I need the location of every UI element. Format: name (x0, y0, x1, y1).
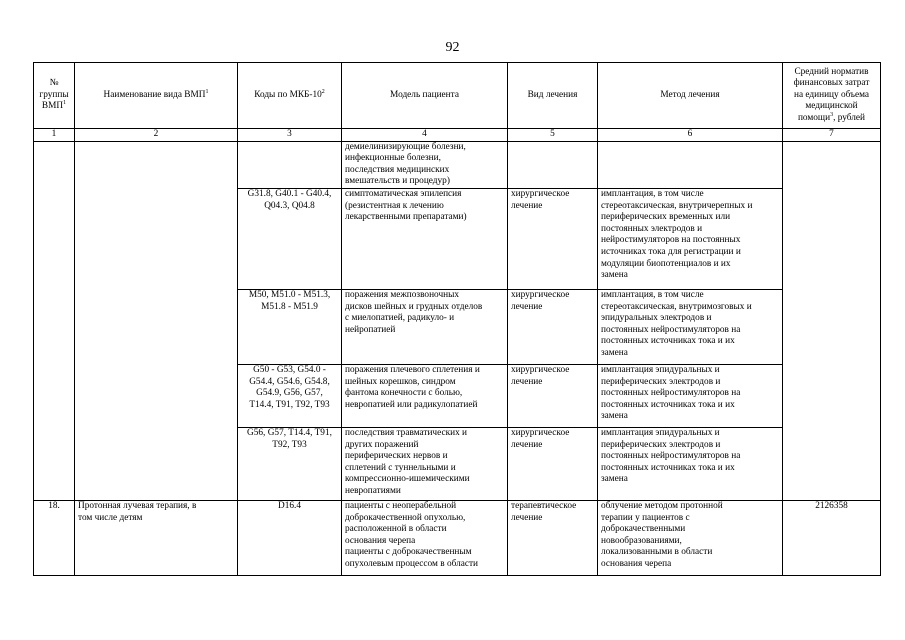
icd-codes-cell: M50, M51.0 - M51.3, M51.8 - M51.9 (238, 289, 342, 364)
column-number: 1 (34, 129, 75, 142)
patient-model-cell: пациенты с неоперабельной доброкачественной опухолью, расположенной в области основания черепа пациенты с доброкачественным опухолевым процессом в области (342, 500, 508, 575)
column-number: 3 (238, 129, 342, 142)
treatment-type-cell: хирургическое лечение (508, 364, 598, 427)
header-icd-codes: Коды по МКБ-$10^2$ (238, 63, 342, 129)
header-cost: Средний норматив финансовых затрат на единицу объема медицинской помощи$^3$, рублей (783, 63, 881, 129)
cost-cell (783, 141, 881, 500)
icd-codes-cell: G56, G57, T14.4, T91, T92, T93 (238, 427, 342, 500)
table-row (34, 141, 881, 188)
header-treatment-type: Вид лечения (508, 63, 598, 129)
table-row-group-18 (34, 500, 881, 575)
treatment-method-cell: облучение методом протонной терапии у пациентов с доброкачественными новообразованиями, локализованными в области основания черепа (598, 500, 783, 575)
column-number: 6 (598, 129, 783, 142)
vmp-name-cell: Протонная лучевая терапия, в том числе детям (75, 500, 238, 575)
patient-model-cell: последствия травматических и других поражений периферических нервов и сплетений с туннельными и компрессионно-ишемическими невропатиями (342, 427, 508, 500)
treatment-type-cell: хирургическое лечение (508, 289, 598, 364)
patient-model-cell: поражения межпозвоночных дисков шейных и грудных отделов с миелопатией, радикуло- и нейропатией (342, 289, 508, 364)
treatment-type-cell: терапевтическое лечение (508, 500, 598, 575)
column-number: 7 (783, 129, 881, 142)
patient-model-cell: симптоматическая эпилепсия (резистентная к лечению лекарственными препаратами) (342, 188, 508, 289)
treatment-method-cell: имплантация эпидуральных и периферических электродов и постоянных нейростимуляторов на постоянных источниках тока и их замена (598, 427, 783, 500)
column-number: 5 (508, 129, 598, 142)
header-patient-model: Модель пациента (342, 63, 508, 129)
treatment-method-cell: имплантация эпидуральных и периферических электродов и постоянных нейростимуляторов на постоянных источниках тока и их замена (598, 364, 783, 427)
cost-cell: 2126358 (783, 500, 881, 575)
column-number: 2 (75, 129, 238, 142)
icd-codes-cell: D16.4 (238, 500, 342, 575)
group-number-cell: 18. (34, 500, 75, 575)
column-number: 4 (342, 129, 508, 142)
treatment-type-cell: хирургическое лечение (508, 188, 598, 289)
vmp-table (33, 62, 881, 576)
treatment-method-cell: имплантация, в том числе стереотаксическая, внутричерепных и периферических временных или постоянных электродов и нейростимуляторов на постоянных источниках тока для регистрации и модуляции биопотенциалов и их замена (598, 188, 783, 289)
treatment-type-cell: хирургическое лечение (508, 427, 598, 500)
icd-codes-cell: G31.8, G40.1 - G40.4, Q04.3, Q04.8 (238, 188, 342, 289)
header-group-number: № группы ВМП$^1$ (34, 63, 75, 129)
treatment-method-cell: имплантация, в том числе стереотаксическая, внутримозговых и эпидуральных электродов и постоянных нейростимуляторов на постоянных источниках тока и их замена (598, 289, 783, 364)
treatment-method-cell (598, 141, 783, 188)
group-number-cell (34, 141, 75, 500)
header-vmp-name: Наименование вида ВМП$^1$ (75, 63, 238, 129)
treatment-type-cell (508, 141, 598, 188)
vmp-name-cell (75, 141, 238, 500)
patient-model-cell: поражения плечевого сплетения и шейных корешков, синдром фантома конечности с болью, невропатией или радикулопатией (342, 364, 508, 427)
page-number: 92 (445, 40, 460, 55)
icd-codes-cell (238, 141, 342, 188)
icd-codes-cell: G50 - G53, G54.0 - G54.4, G54.6, G54.8, G54.9, G56, G57, T14.4, T91, T92, T93 (238, 364, 342, 427)
column-numbering-row (34, 129, 881, 142)
header-row (34, 63, 881, 129)
patient-model-cell: демиелинизирующие болезни, инфекционные болезни, последствия медицинских вмешательств и процедур) (342, 141, 508, 188)
header-treatment-method: Метод лечения (598, 63, 783, 129)
